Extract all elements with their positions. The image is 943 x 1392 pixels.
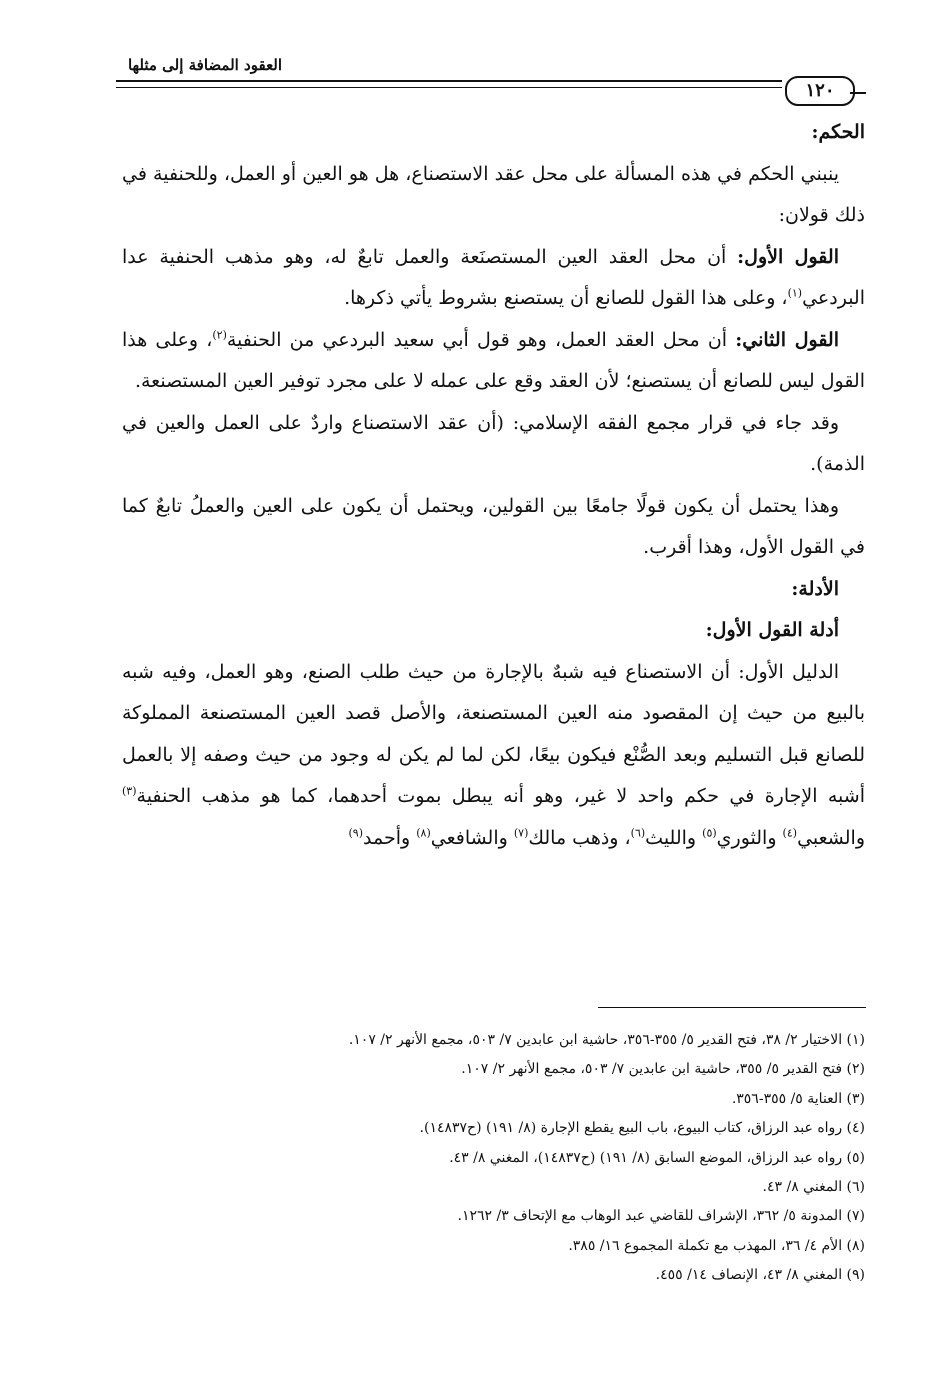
- paragraph-first-opinion: [122, 237, 865, 320]
- paragraph-second-opinion: [122, 320, 865, 403]
- first-evidence-text-f: والشافعي: [430, 826, 514, 849]
- second-opinion-text-b: ، وعلى هذا القول ليس للصانع أن يستصنع؛ لأن العقد وقع على عمله لا على مجرد توفير العين المستصنعة.: [122, 328, 865, 392]
- footnote-2: (٢) فتح القدير ٥/ ٣٥٥، حاشية ابن عابدين ٧/ ٥٠٣، مجمع الأنهر ٢/ ١٠٧.: [461, 1061, 865, 1078]
- first-evidence-text-c: والثوري: [716, 826, 783, 849]
- heading-evidence: الأدلة:: [791, 577, 839, 600]
- footnote-4: (٤) رواه عبد الرزاق، كتاب البيوع، باب البيع يقطع الإجارة (٨/ ١٩١) (ح١٤٨٣٧).: [419, 1120, 865, 1137]
- footnote-ref-6[interactable]: (٦): [630, 826, 646, 840]
- footnote-8: (٨) الأم ٤/ ٣٦، المهذب مع تكملة المجموع ١٦/ ٣٨٥.: [568, 1237, 865, 1254]
- page-number: ١٢٠: [785, 76, 855, 106]
- footnote-6: (٦) المغني ٨/ ٤٣.: [762, 1179, 865, 1196]
- footnote-ref-5[interactable]: (٥): [702, 826, 717, 840]
- first-evidence-text-g: وأحمد: [363, 826, 417, 849]
- footnote-ref-2[interactable]: (٢): [212, 328, 227, 342]
- footnote-5: (٥) رواه عبد الرزاق، الموضع السابق (٨/ ١٩١) (ح١٤٨٣٧)، المغني ٨/ ٤٣.: [449, 1149, 865, 1166]
- footnote-ref-1[interactable]: (١): [787, 286, 803, 300]
- footnote-ref-7[interactable]: (٧): [513, 826, 529, 840]
- header-rule-top: [116, 80, 782, 82]
- footnote-ref-8[interactable]: (٨): [416, 826, 431, 840]
- paragraph-fiqh-council: وقد جاء في قرار مجمع الفقه الإسلامي: (أن عقد الاستصناع واردٌ على العمل والعين في الذمة).: [122, 411, 865, 475]
- first-evidence-text-a: الدليل الأول: أن الاستصناع فيه شبهٌ بالإجارة من حيث طلب الصنع، وهو العمل، وفيه شبه بالبيع من حيث إن المقصود منه العين المستصنعة، والأصل قصد العين المستصنعة المملوكة للصانع قبل التسليم وبعد الصُّنْع فيكون بيعًا، لكن لما لم يكن له وجود من حيث وصفه إلا بالعمل أشبه الإجارة في حكم واحد لا غير، وهو أنه يبطل بموت أحدهما، كما هو مذهب الحنفية: [122, 660, 865, 807]
- footnote-7: (٧) المدونة ٥/ ٣٦٢، الإشراف للقاضي عبد الوهاب مع الإتحاف ٣/ ١٢٦٢.: [457, 1208, 865, 1225]
- first-evidence-text-b: والشعبي: [797, 826, 865, 849]
- paragraph-1: ينبني الحكم في هذه المسألة على محل عقد الاستصناع، هل هو العين أو العمل، وللحنفية في ذلك قولان:: [122, 162, 865, 226]
- footnote-3: (٣) العناية ٥/ ٣٥٥-٣٥٦.: [731, 1090, 865, 1107]
- paragraph-synthesis: وهذا يحتمل أن يكون قولًا جامعًا بين القولين، ويحتمل أن يكون على العين والعملُ تابعٌ كما في القول الأول، وهذا أقرب.: [122, 494, 865, 558]
- footnote-ref-4[interactable]: (٤): [782, 826, 798, 840]
- second-opinion-lead: القول الثاني:: [735, 328, 840, 351]
- first-opinion-lead: القول الأول:: [737, 245, 839, 268]
- footnote-ref-9[interactable]: (٩): [348, 826, 364, 840]
- paragraph-first-evidence: [122, 652, 865, 860]
- footnote-ref-3[interactable]: (٣): [122, 784, 137, 798]
- footnote-1: (١) الاختيار ٢/ ٣٨، فتح القدير ٥/ ٣٥٥-٣٥٦، حاشية ابن عابدين ٧/ ٥٠٣، مجمع الأنهر ٢/ ١٠٧.: [348, 1032, 865, 1048]
- first-opinion-text-b: ، وعلى هذا القول للصانع أن يستصنع بشروط يأتي ذكرها.: [344, 287, 788, 309]
- first-evidence-text-e: ، وذهب مالك: [528, 826, 631, 849]
- footnote-9: (٩) المغني ٨/ ٤٣، الإنصاف ١٤/ ٤٥٥.: [655, 1267, 865, 1284]
- footnote-separator: [598, 1007, 866, 1008]
- running-title: العقود المضافة إلى مثلها: [127, 56, 283, 74]
- first-opinion-text-a: أن محل العقد العين المستصنَعة والعمل تابعٌ له، وهو مذهب الحنفية عدا البردعي: [122, 245, 865, 309]
- heading-ruling: الحكم:: [811, 121, 865, 143]
- page-number-tick: [850, 92, 866, 94]
- footnotes-list: [120, 1026, 865, 1291]
- body-text: [122, 112, 865, 859]
- first-evidence-text-d: والليث: [645, 826, 703, 849]
- header-rule-bottom: [116, 87, 782, 88]
- second-opinion-text-a: أن محل العقد العمل، وهو قول أبي سعيد البردعي من الحنفية: [226, 328, 736, 351]
- heading-evidence-first: أدلة القول الأول:: [705, 619, 839, 641]
